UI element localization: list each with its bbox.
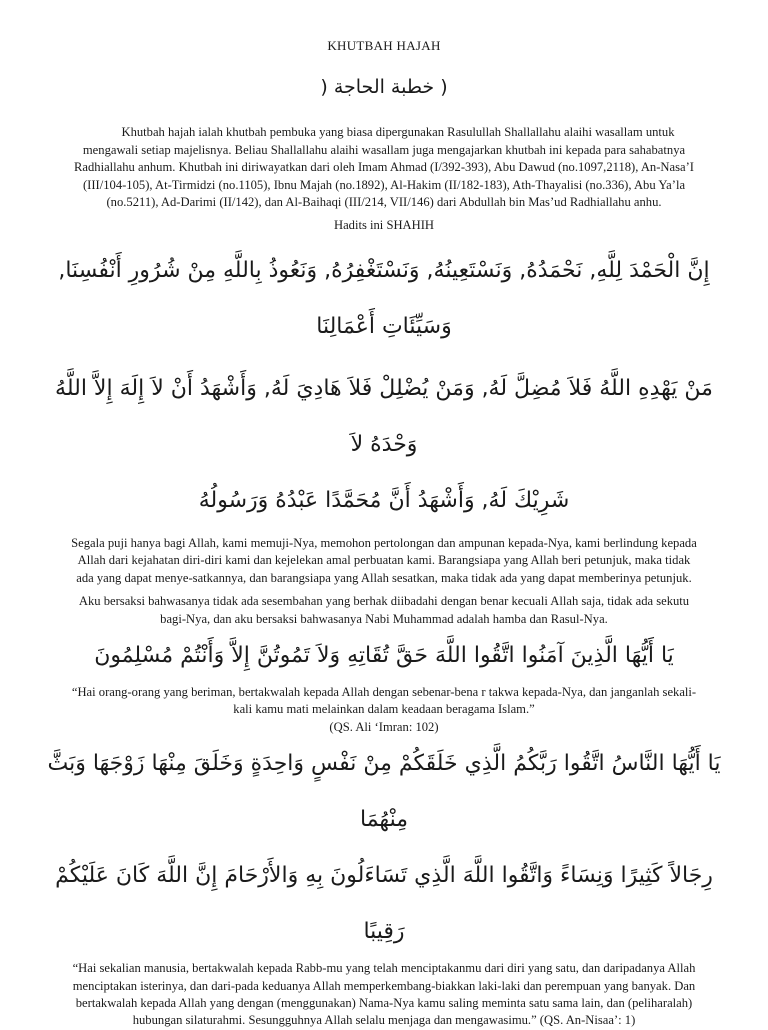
page-title: KHUTBAH HAJAH bbox=[327, 38, 441, 53]
translation-an-nisaa-1: “Hai sekalian manusia, bertakwalah kepada Rabb-mu yang telah menciptakanmu dari diri yang satu, dan daripadanya Allah menciptakan isterinya, dan dari-pada keduanya Allah memperkembang-biakkan laki-laki dan perempuan yang banyak. Dan bertakwalah kepada Allah yang dengan (menggunakan) Nama-Nya kamu saling meminta satu sama lain, dan (peliharalah) hubungan silaturahmi. Sesungguhnya Allah selalu menjaga dan mengawasimu.” (QS. An-Nisaa’: 1) bbox=[72, 961, 696, 1028]
translation-ali-imran-102: “Hai orang-orang yang beriman, bertakwalah kepada Allah dengan sebenar-bena r takwa kepada-Nya, dan janganlah sekali-kali kamu mati melainkan dalam keadaan beragama Islam.” bbox=[71, 685, 697, 717]
arabic-opening-line-4: شَرِيْكَ لَهُ, وَأَشْهَدُ أَنَّ مُحَمَّدًا عَبْدُهُ وَرَسُولُهُ bbox=[198, 487, 570, 513]
arabic-title: ( خطبة الحاجة ( bbox=[320, 76, 448, 98]
citation-ali-imran-102: (QS. Ali ‘Imran: 102) bbox=[329, 719, 439, 734]
arabic-an-nisaa-1-line-1: يَا أَيُّهَا النَّاسُ اتَّقُوا رَبَّكُمُ الَّذِي خَلَقَكُمْ مِنْ نَفْسٍ وَاحِدَةٍ وَخَلَقَ مِنْهَا زَوْجَهَا وَبَثَّ مِنْهُمَا bbox=[47, 751, 721, 833]
translation-opening: Segala puji hanya bagi Allah, kami memuji-Nya, memohon pertolongan dan ampunan kepada-Nya, kami berlindung kepada Allah dari kejahatan diri-diri kami dan kejelekan amal perbuatan kami. Barangsiapa yang Allah beri petunjuk, maka tidak ada yang dapat menye-satkannya, dan barangsiapa yang Allah sesatkan, maka tidak ada yang dapat memberinya petunjuk. bbox=[71, 535, 697, 585]
translation-shahada: Aku bersaksi bahwasanya tidak ada sesembahan yang berhak diibadahi dengan benar kecuali Allah saja, tidak ada sekutu bagi-Nya, dan aku bersaksi bahwasanya Nabi Muhammad adalah hamba dan Rasul-Nya. bbox=[78, 594, 690, 626]
hadith-status: Hadits ini SHAHIH bbox=[333, 217, 435, 232]
arabic-an-nisaa-1-line-2: رِجَالاً كَثِيرًا وَنِسَاءً وَاتَّقُوا اللَّهَ الَّذِي تَسَاءَلُونَ بِهِ وَالأَرْحَامَ إِنَّ اللَّهَ كَانَ عَلَيْكُمْ رَقِيبًا bbox=[55, 863, 713, 945]
arabic-opening-line-1: إِنَّ الْحَمْدَ لِلَّهِ, نَحْمَدُهُ, وَنَسْتَعِينُهُ, وَنَسْتَغْفِرُهُ, وَنَعُوذُ بِاللَّهِ مِنْ شُرُورِ أَنْفُسِنَا, bbox=[58, 257, 710, 283]
arabic-ali-imran-102: يَا أَيُّهَا الَّذِينَ آمَنُوا اتَّقُوا اللَّهَ حَقَّ تُقَاتِهِ وَلاَ تَمُوتُنَّ إِلاَّ وَأَنْتُمْ مُسْلِمُونَ bbox=[94, 643, 674, 668]
arabic-opening-line-3: مَنْ يَهْدِهِ اللَّهُ فَلاَ مُضِلَّ لَهُ, وَمَنْ يُضْلِلْ فَلاَ هَادِيَ لَهُ, وَأَشْهَدُ أَنْ لاَ إِلَهَ إِلاَّ اللَّهُ وَحْدَهُ لاَ bbox=[55, 375, 713, 457]
arabic-opening-line-2: وَسَيِّئَاتِ أَعْمَالِنَا bbox=[316, 313, 452, 339]
intro-paragraph: Khutbah hajah ialah khutbah pembuka yang biasa dipergunakan Rasulullah Shallallahu alaihi wasallam untuk mengawali setiap majelisnya. Beliau Shallallahu alaihi wasallam juga mengajarkan khutbah ini kepada para sahabatnya Radhiallahu anhum. Khutbah ini diriwayatkan dari oleh Imam Ahmad (I/392-393), Abu Dawud (no.1097,2118), An-Nasa’I (III/104-105), At-Tirmidzi (no.1105), Ibnu Majah (no.1892), Al-Hakim (II/182-183), Ath-Thayalisi (no.336), Abu Ya’la (no.5211), Ad-Darimi (II/142), dan Al-Baihaqi (III/214, VII/146) dari Abdullah bin Mas’ud Radhiallahu anhu. bbox=[74, 125, 694, 210]
